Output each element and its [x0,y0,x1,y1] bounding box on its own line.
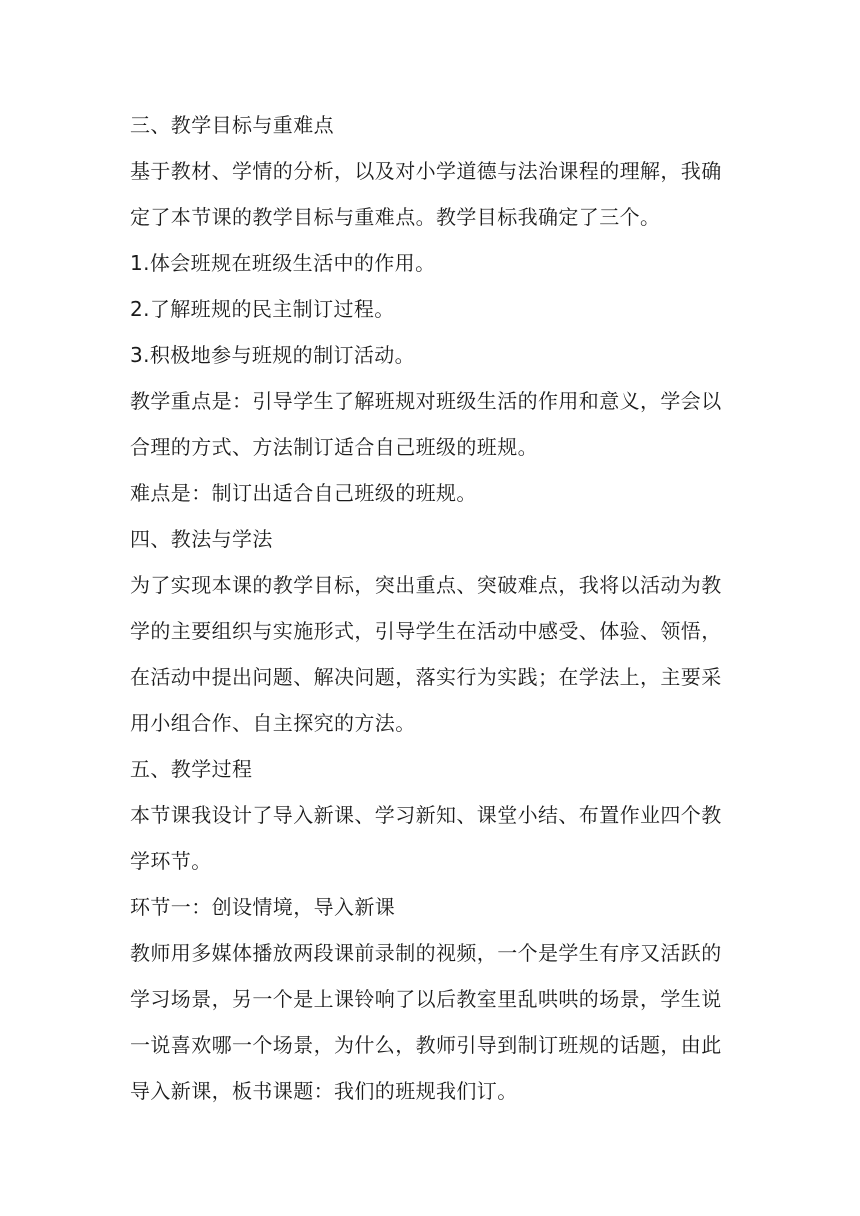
text-line: 教学重点是：引导学生了解班规对班级生活的作用和意义，学会以 [130,389,722,413]
text-line: 学习场景，另一个是上课铃响了以后教室里乱哄哄的场景，学生说 [130,987,722,1011]
text-line: 环节一：创设情境，导入新课 [130,895,396,919]
text-line: 在活动中提出问题、解决问题，落实行为实践；在学法上，主要采 [130,665,722,689]
paragraph-methods [130,568,740,740]
text-line: 2.了解班规的民主制订过程。 [130,297,395,321]
objective-item-3 [130,338,740,372]
text-line: 学的主要组织与实施形式，引导学生在活动中感受、体验、领悟， [130,619,722,643]
text-line: 教师用多媒体播放两段课前录制的视频，一个是学生有序又活跃的 [130,941,722,965]
document-page [130,108,740,1108]
text-line: 五、教学过程 [130,757,253,781]
paragraph-process-overview [130,798,740,878]
text-line: 定了本节课的教学目标与重难点。教学目标我确定了三个。 [130,205,661,229]
text-line: 难点是：制订出适合自己班级的班规。 [130,481,477,505]
paragraph-objectives-intro [130,154,740,234]
text-line: 导入新课，板书课题：我们的班规我们订。 [130,1079,518,1103]
text-line: 1.体会班规在班级生活中的作用。 [130,251,436,275]
paragraph-key-points [130,384,740,464]
section-heading-process [130,752,740,786]
text-line: 用小组合作、自主探究的方法。 [130,711,416,735]
text-line: 3.积极地参与班规的制订活动。 [130,343,416,367]
text-line: 四、教法与学法 [130,527,273,551]
objective-item-2 [130,292,740,326]
paragraph-difficulty [130,476,740,510]
text-line: 一说喜欢哪一个场景，为什么，教师引导到制订班规的话题，由此 [130,1033,722,1057]
section-heading-methods [130,522,740,556]
text-line: 为了实现本课的教学目标，突出重点、突破难点，我将以活动为教 [130,573,722,597]
text-line: 本节课我设计了导入新课、学习新知、课堂小结、布置作业四个教 [130,803,722,827]
paragraph-step-1 [130,936,740,1108]
subsection-heading-step-1 [130,890,740,924]
text-line: 三、教学目标与重难点 [130,113,334,137]
section-heading-objectives [130,108,740,142]
objective-item-1 [130,246,740,280]
text-line: 基于教材、学情的分析，以及对小学道德与法治课程的理解，我确 [130,159,722,183]
text-line: 学环节。 [130,849,212,873]
text-line: 合理的方式、方法制订适合自己班级的班规。 [130,435,538,459]
